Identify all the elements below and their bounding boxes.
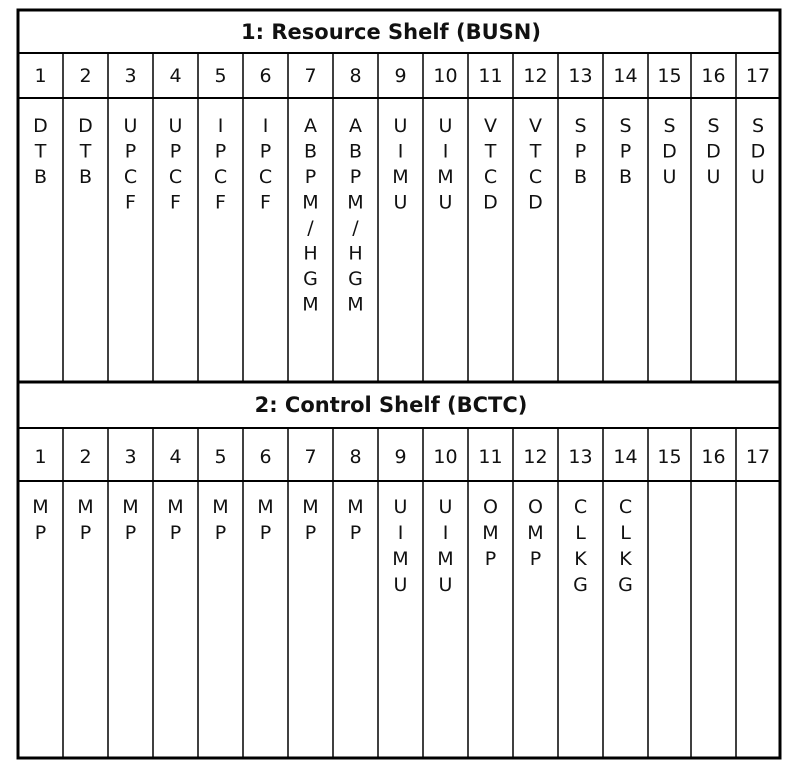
resource-card-letter: F xyxy=(215,191,226,214)
control-card-letter: O xyxy=(483,496,498,518)
resource-card-letter: D xyxy=(662,140,677,163)
resource-card-letter: S xyxy=(751,115,765,137)
control-card-letter: U xyxy=(393,496,408,518)
resource-slot-number: 12 xyxy=(523,65,548,87)
control-slot-number: 3 xyxy=(124,446,137,468)
resource-card-letter: H xyxy=(303,242,318,265)
resource-card-letter: U xyxy=(438,191,453,214)
resource-card-letter: G xyxy=(303,268,318,290)
resource-slot-number: 8 xyxy=(349,65,362,87)
control-slot-card-label xyxy=(302,496,318,544)
resource-card-letter: M xyxy=(302,293,319,316)
control-slot-card-label xyxy=(122,496,138,544)
resource-card-letter: C xyxy=(528,166,543,188)
resource-card-letter: F xyxy=(125,191,136,214)
resource-slot-card-label xyxy=(124,115,138,214)
control-card-letter: C xyxy=(618,496,633,518)
resource-card-letter: C xyxy=(123,166,138,188)
control-card-letter: G xyxy=(573,574,588,596)
resource-card-letter: V xyxy=(484,115,497,137)
resource-card-letter: P xyxy=(169,140,182,163)
resource-card-letter: D xyxy=(483,191,498,214)
control-slot-number: 16 xyxy=(701,446,726,468)
control-slot-number: 4 xyxy=(169,446,182,468)
control-card-letter: P xyxy=(349,522,362,544)
control-card-letter: M xyxy=(392,548,409,570)
resource-slot-number: 15 xyxy=(657,65,682,87)
resource-card-letter: I xyxy=(217,115,224,137)
control-slot-card-label xyxy=(482,496,498,570)
resource-card-letter: M xyxy=(347,191,364,214)
resource-slot-card-label xyxy=(706,115,721,188)
resource-card-letter: U xyxy=(393,115,408,137)
control-card-letter: P xyxy=(79,522,92,544)
resource-card-letter: M xyxy=(302,191,319,214)
control-slot-card-label xyxy=(437,496,453,596)
resource-slot-number: 9 xyxy=(394,65,407,87)
resource-card-letter: C xyxy=(483,166,498,188)
resource-card-letter: U xyxy=(751,166,765,188)
resource-card-letter: M xyxy=(347,293,364,316)
resource-card-letter: B xyxy=(348,140,363,163)
control-card-letter: M xyxy=(347,496,364,518)
control-slot-number: 1 xyxy=(34,446,47,468)
resource-slot-card-label xyxy=(751,115,766,188)
control-card-letter: P xyxy=(124,522,137,544)
control-slot-card-label xyxy=(347,496,363,544)
resource-card-letter: B xyxy=(78,166,93,188)
control-card-letter: M xyxy=(437,548,454,570)
resource-card-letter: I xyxy=(262,115,269,137)
resource-card-letter: I xyxy=(442,140,449,163)
resource-card-letter: S xyxy=(663,115,676,137)
resource-card-letter: P xyxy=(349,166,362,188)
resource-slot-number: 10 xyxy=(433,65,458,87)
control-shelf-title: 2: Control Shelf (BCTC) xyxy=(254,393,528,417)
resource-card-letter: S xyxy=(707,115,720,137)
resource-card-letter: P xyxy=(259,140,272,163)
control-card-letter: G xyxy=(618,574,633,596)
resource-slot-number: 1 xyxy=(34,65,47,87)
resource-card-letter: C xyxy=(258,166,273,188)
control-slot-card-label xyxy=(32,496,48,544)
control-card-letter: U xyxy=(438,574,453,596)
resource-slot-number: 6 xyxy=(259,65,272,87)
control-shelf-slots xyxy=(32,428,770,758)
resource-card-letter: A xyxy=(304,115,317,137)
resource-card-letter: T xyxy=(529,140,542,163)
resource-slot-number: 16 xyxy=(701,65,726,87)
resource-slot-card-label xyxy=(528,115,543,214)
resource-slot-card-label xyxy=(259,115,272,214)
control-slot-number: 9 xyxy=(394,446,407,468)
resource-card-letter: M xyxy=(437,166,454,188)
control-card-letter: P xyxy=(34,522,47,544)
resource-card-letter: G xyxy=(348,268,363,290)
resource-card-letter: S xyxy=(619,115,632,137)
resource-card-letter: D xyxy=(33,115,48,137)
resource-card-letter: B xyxy=(303,140,318,163)
control-card-letter: M xyxy=(77,496,94,518)
control-slot-number: 14 xyxy=(613,446,638,468)
control-slot-number: 8 xyxy=(349,446,362,468)
control-slot-card-label xyxy=(392,496,408,596)
resource-card-letter: / xyxy=(352,217,359,239)
control-slot-number: 7 xyxy=(304,446,317,468)
resource-card-letter: U xyxy=(123,115,138,137)
control-slot-card-label xyxy=(77,496,93,544)
resource-slot-card-label xyxy=(78,115,93,188)
control-slot-card-label xyxy=(573,496,588,596)
resource-card-letter: I xyxy=(397,140,404,163)
control-card-letter: P xyxy=(214,522,227,544)
control-slot-number: 10 xyxy=(433,446,458,468)
resource-card-letter: U xyxy=(168,115,183,137)
control-card-letter: I xyxy=(442,522,449,544)
control-slot-number: 2 xyxy=(79,446,92,468)
resource-card-letter: S xyxy=(574,115,587,137)
control-card-letter: L xyxy=(620,522,631,544)
control-card-letter: M xyxy=(122,496,139,518)
control-slot-card-label xyxy=(618,496,633,596)
resource-card-letter: P xyxy=(214,140,227,163)
resource-card-letter: D xyxy=(528,191,543,214)
control-card-letter: L xyxy=(575,522,586,544)
resource-slot-card-label xyxy=(483,115,498,214)
resource-card-letter: U xyxy=(393,191,408,214)
resource-card-letter: M xyxy=(392,166,409,188)
resource-card-letter: U xyxy=(706,166,721,188)
resource-card-letter: D xyxy=(706,140,721,163)
resource-card-letter: B xyxy=(573,166,588,188)
resource-slot-number: 11 xyxy=(478,65,503,87)
control-slot-card-label xyxy=(527,496,543,570)
resource-slot-number: 17 xyxy=(745,65,771,87)
control-card-letter: P xyxy=(304,522,317,544)
resource-card-letter: A xyxy=(349,115,362,137)
control-card-letter: M xyxy=(32,496,49,518)
resource-slot-number: 13 xyxy=(568,65,593,87)
control-card-letter: U xyxy=(393,574,408,596)
resource-card-letter: P xyxy=(574,140,587,163)
control-card-letter: P xyxy=(529,548,542,570)
resource-card-letter: D xyxy=(750,140,766,163)
resource-card-letter: C xyxy=(168,166,183,188)
resource-card-letter: B xyxy=(618,166,633,188)
resource-slot-number: 3 xyxy=(124,65,137,87)
resource-slot-number: 14 xyxy=(613,65,638,87)
control-card-letter: P xyxy=(484,548,497,570)
control-card-letter: C xyxy=(573,496,588,518)
resource-slot-card-label xyxy=(33,115,48,188)
resource-slot-card-label xyxy=(214,115,227,214)
resource-card-letter: U xyxy=(662,166,677,188)
control-shelf-frame xyxy=(18,382,780,758)
resource-slot-card-label xyxy=(347,115,363,316)
control-slot-number: 5 xyxy=(214,446,227,468)
resource-slot-number: 5 xyxy=(214,65,227,87)
resource-card-letter: F xyxy=(170,191,181,214)
control-card-letter: U xyxy=(438,496,453,518)
resource-card-letter: C xyxy=(213,166,228,188)
control-card-letter: O xyxy=(528,496,543,518)
control-card-letter: M xyxy=(167,496,184,518)
control-slot-number: 11 xyxy=(478,446,503,468)
resource-card-letter: / xyxy=(307,217,314,239)
resource-card-letter: H xyxy=(348,242,363,265)
resource-slot-number: 2 xyxy=(79,65,92,87)
control-card-letter: P xyxy=(259,522,272,544)
control-card-letter: I xyxy=(397,522,404,544)
resource-card-letter: P xyxy=(124,140,137,163)
control-card-letter: K xyxy=(619,548,632,570)
resource-shelf-slots xyxy=(33,53,770,382)
control-slot-number: 17 xyxy=(745,446,771,468)
resource-slot-card-label xyxy=(302,115,318,316)
resource-card-letter: D xyxy=(78,115,93,137)
resource-slot-card-label xyxy=(169,115,183,214)
resource-card-letter: T xyxy=(79,140,92,163)
control-card-letter: M xyxy=(212,496,229,518)
control-slot-card-label xyxy=(212,496,228,544)
control-card-letter: M xyxy=(482,522,499,544)
resource-slot-card-label xyxy=(392,115,408,214)
control-card-letter: P xyxy=(169,522,182,544)
resource-slot-card-label xyxy=(619,115,632,188)
resource-card-letter: V xyxy=(529,115,542,137)
control-card-letter: K xyxy=(574,548,587,570)
control-shelf xyxy=(18,382,780,758)
resource-card-letter: F xyxy=(260,191,271,214)
resource-card-letter: T xyxy=(484,140,497,163)
resource-slot-card-label xyxy=(574,115,587,188)
resource-slot-number: 7 xyxy=(304,65,317,87)
control-slot-number: 13 xyxy=(568,446,593,468)
control-card-letter: M xyxy=(302,496,319,518)
resource-card-letter: T xyxy=(34,140,47,163)
resource-slot-number: 4 xyxy=(169,65,182,87)
resource-card-letter: P xyxy=(619,140,632,163)
resource-slot-card-label xyxy=(662,115,677,188)
resource-card-letter: U xyxy=(438,115,453,137)
resource-card-letter: P xyxy=(304,166,317,188)
control-card-letter: M xyxy=(527,522,544,544)
resource-card-letter: B xyxy=(33,166,48,188)
resource-slot-card-label xyxy=(437,115,453,214)
control-slot-number: 12 xyxy=(523,446,548,468)
control-slot-number: 15 xyxy=(657,446,682,468)
control-slot-number: 6 xyxy=(259,446,272,468)
control-slot-card-label xyxy=(167,496,183,544)
control-card-letter: M xyxy=(257,496,274,518)
resource-shelf-title: 1: Resource Shelf (BUSN) xyxy=(241,20,541,44)
control-slot-card-label xyxy=(257,496,273,544)
resource-shelf xyxy=(18,10,780,382)
